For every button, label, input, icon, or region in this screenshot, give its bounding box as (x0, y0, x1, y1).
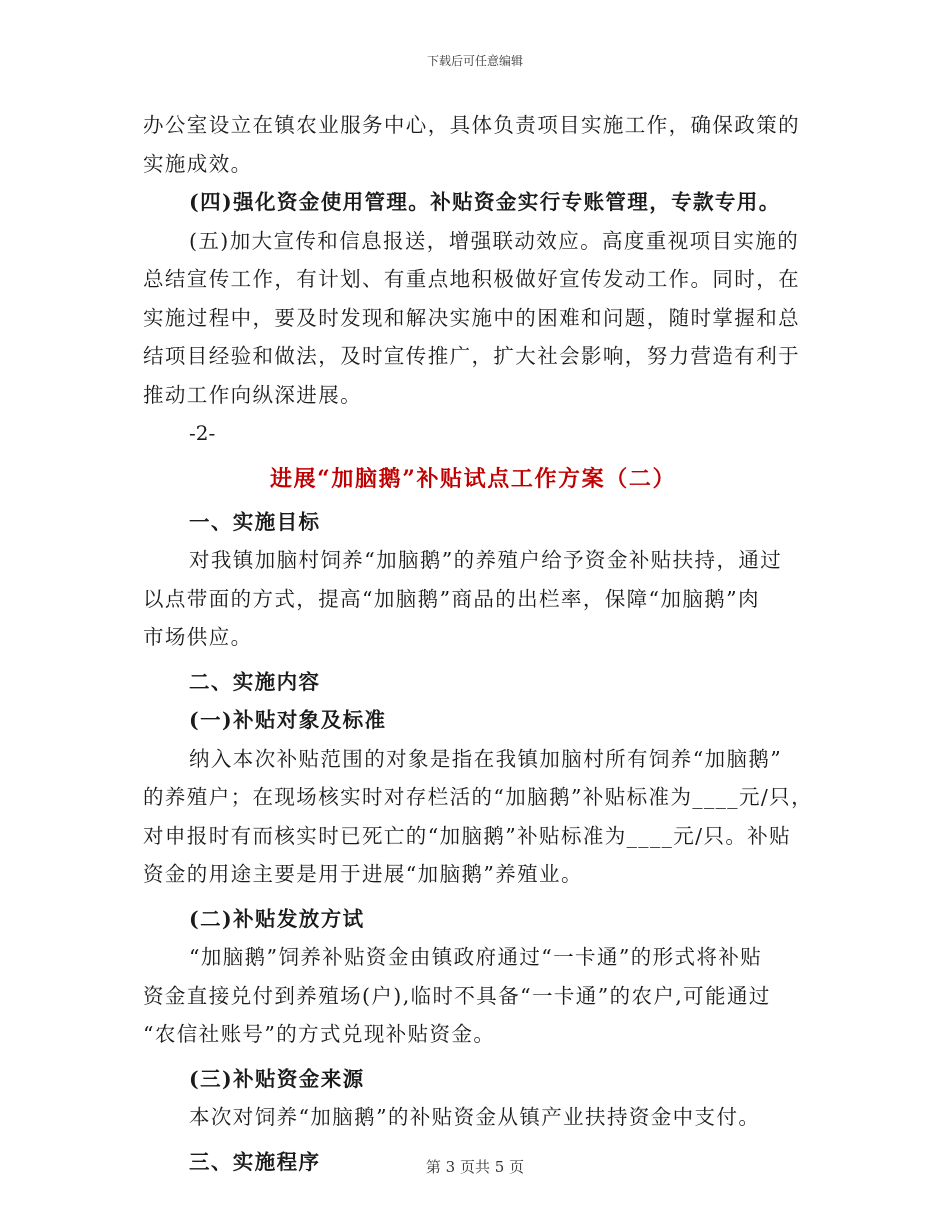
document-body (143, 106, 813, 1181)
body-line: 市场供应。 (143, 625, 253, 649)
body-line: 对申报时有而核实时已死亡的“加脑鹅”补贴标准为____元/只。补贴 (143, 823, 792, 848)
page-header: 下载后可任意编辑 (426, 54, 523, 68)
subsection-heading: (二)补贴发放方试 (189, 906, 365, 931)
body-line: 本次对饲养“加脑鹅”的补贴资金从镇产业扶持资金中支付。 (189, 1105, 761, 1129)
subsection-heading: (一)补贴对象及标准 (189, 708, 387, 732)
body-line: 的养殖户；在现场核实时对存栏活的“加脑鹅”补贴标准为____元/只， (143, 785, 813, 809)
body-line: 对我镇加脑村饲养“加脑鹅”的养殖户给予资金补贴扶持，通过 (189, 548, 783, 572)
body-line: 以点带面的方式，提高“加脑鹅”商品的出栏率，保障“加脑鹅”肉 (143, 586, 760, 611)
body-line: 实施成效。 (143, 151, 253, 176)
section-heading: 二、实施内容 (189, 669, 321, 694)
body-line: “加脑鹅”饲养补贴资金由镇政府通过“一卡通”的形式将补贴 (189, 945, 763, 969)
section-heading: 三、实施程序 (189, 1149, 321, 1174)
body-line: 办公室设立在镇农业服务中心，具体负责项目实施工作，确保政策的 (143, 113, 800, 137)
item-4-heading: (四)强化资金使用管理。补贴资金实行专账管理，专款专用。 (189, 190, 781, 214)
page-footer: 第 3 页共 5 页 (425, 1158, 525, 1176)
body-line: (五)加大宣传和信息报送，增强联动效应。高度重视项目实施的 (189, 228, 800, 253)
page-marker: -2- (189, 421, 216, 445)
body-line: 总结宣传工作，有计划、有重点地积极做好宣传发动工作。同时，在 (143, 267, 800, 291)
document-title: 进展“加脑鹅”补贴试点工作方案（二） (269, 465, 677, 492)
body-line: 纳入本次补贴范围的对象是指在我镇加脑村所有饲养“加脑鹅” (189, 746, 783, 771)
body-line: 实施过程中，要及时发现和解决实施中的困难和问题，随时掌握和总 (143, 305, 800, 330)
body-line: 结项目经验和做法，及时宣传推广，扩大社会影响，努力营造有利于 (143, 344, 800, 368)
section-heading: 一、实施目标 (189, 509, 321, 534)
body-line: 推动工作向纵深进展。 (143, 382, 362, 407)
body-line: 资金直接兑付到养殖场(户),临时不具备“一卡通”的农户,可能通过 (143, 983, 771, 1008)
subsection-heading: (三)补贴资金来源 (189, 1066, 365, 1091)
body-line: 资金的用途主要是用于进展“加脑鹅”养殖业。 (143, 862, 583, 886)
body-line: “农信社账号”的方式兑现补贴资金。 (143, 1022, 496, 1046)
